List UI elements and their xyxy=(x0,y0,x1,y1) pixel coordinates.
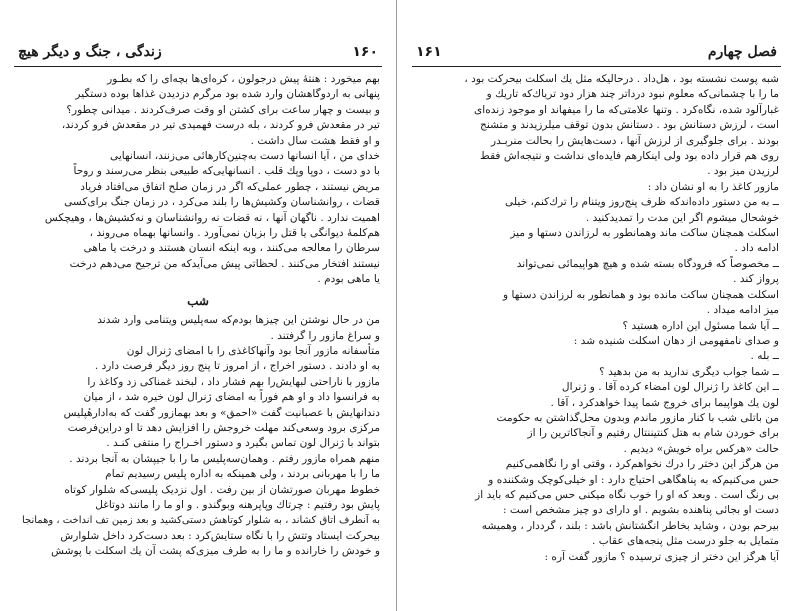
text-line: ــ مخصوصاً که فرودگاه بسته شده و هیچ هواپیمائی نمی‌تواند xyxy=(516,257,779,270)
text-line: و سراغ مازور را گرفتند . xyxy=(270,329,380,342)
text-line: من در حال نوشتن این چیزها بودم‌که سه‌پلیس ویتنامی وارد شدند xyxy=(97,314,380,327)
text-line: ما را با چشمانی‌که معلوم نبود درداتر چند هزار دود تریاك‌که تاریك و xyxy=(486,88,779,101)
text-line: بیحرکت ایستاد وتتش را با نگاه ستایش‌کرد : بعد دست‌کرد داخل شلوارش xyxy=(60,529,380,542)
text-line: قضات ، روانشناسان وکشیش‌ها را بلند می‌کرد ، در زمان جنگ برای‌کسی xyxy=(64,196,380,209)
text-line: مریض نیستند ، چطور عملی‌که اگر در زمان صلح اتفاق می‌افتاد فریاد xyxy=(80,180,380,193)
text-line: خطوط مهربان صورتشان از بین رفت . اول نزدیک پلیسی‌که شلوار کوتاه xyxy=(64,483,380,496)
text-line: و صدای نامفهومی از دهان اسکلت شنیده شد : xyxy=(573,334,779,347)
text-line: منهم همراه مازور رفتم . وهمان‌سه‌پلیس ما را با جیپشان به آنجا بردند . xyxy=(69,452,380,465)
text-line: ادامه داد . xyxy=(734,242,779,255)
text-line: به آنطرف اتاق کشاند ، به شلوار کوتاهش دستی‌کشید و بعد زمین تف انداخت ، وهمانجا xyxy=(21,515,380,527)
text-line: ــ بله . xyxy=(750,350,779,363)
text-line: لرزیدن میز بود . xyxy=(707,165,779,178)
text-line: دست او بجائی پناهنده بشویم . او دارای دو چیز مشخص است : xyxy=(503,504,779,517)
text-line: و او فقط هشت سال داشت . xyxy=(250,134,380,147)
text-line: خدای من ، آیا انسانها دست به‌چنین‌کارهائی می‌زنند، انسانهایی xyxy=(110,150,380,163)
text-line: ــ این کاغذ را ژنرال لون امضاء کرده آقا . و ژنرال xyxy=(561,381,779,394)
text-line: ما را با مهربانی بردند ، ولی همینکه به اداره پلیس رسیدیم تمام xyxy=(105,468,380,481)
text-line: آیا هرگز این دختر از چیزی ترسیده ؟ مازور گفت آره : xyxy=(544,550,779,563)
text-line: متأسفانه مازور آنجا بود وآنهاکاغذی را با امضای ژنرال لون xyxy=(126,344,380,357)
text-line: پنهانی به اردوگاهشان وارد شده بود مرگرم دزدیدن غذاها بوده دستگیر xyxy=(75,88,380,101)
text-line: پرواز کند . xyxy=(733,273,779,286)
text-line: ــ به من دستور داده‌اندکه ظرف پنج‌روز ویتنام را ترك‌کنم، خیلی xyxy=(505,196,779,209)
text-line: مازور کاغذ را به او نشان داد : xyxy=(647,180,779,193)
text-line: من با‌تلی شب با کنار مازور ماندم وبدون محل‌گذاشتن به حکومت xyxy=(496,411,779,424)
text-line: بهم میخورد : هنتهٔ پیش درجولون ، کره‌ای‌ها بچه‌ای را که بطـور xyxy=(107,73,380,85)
page-number: ۱۶۱ xyxy=(416,44,442,60)
text-line: یا ماهی بودم . xyxy=(317,273,380,286)
text-line: به او دادند . دستور اخراج ، از امروز تا پنج روز دیگر فرصت دارد . xyxy=(94,360,380,373)
text-line: من هرگز این دختر را درك نخواهم‌کرد ، وقتی او را نگاهمی‌کنیم xyxy=(505,458,779,471)
text-line: است ، لرزش دستانش بود . دستانش بدون توقف میلرزیدند و متشنج xyxy=(480,119,779,132)
text-line: هم‌کلمهٔ دیوانگی یا قتل را بزبان نمی‌آورد . وانسانها بهماه می‌روند ، xyxy=(89,227,380,240)
running-title: زندگی ، جنگ و دیگر هیچ xyxy=(18,44,162,60)
text-line: مرکزی برود وسعی‌کند مهلت خروجش را افزایش دهد تا او دراین‌فرصت xyxy=(67,421,380,434)
text-line: حالت «هرکس براه خویش» دیدیم . xyxy=(623,442,779,455)
text-line: پایش بود رفتیم : چرتاك وپاپرهنه وبوگندو . و او ما را مانند دوتاغل xyxy=(95,498,380,511)
left-page-body xyxy=(16,72,380,607)
left-page-header xyxy=(14,40,382,67)
text-line: بی رنگ است . وبعد که او را خوب نگاه میکنی حس می‌کنیم که باید از xyxy=(475,488,779,501)
text-block-before xyxy=(16,72,380,288)
text-line: روی هم قرار داده بود ولی اینکارهم فایده‌ای نداشت و نتیجه‌اش فقط xyxy=(480,150,779,163)
text-line: اسکلت همچنان ساکت مانده بود و همانطور به لرزاندن دستها و xyxy=(502,288,779,301)
text-line: اسکلت همچنان ساکت ماند وهمانطور به لرزاندن دستها و میز xyxy=(510,227,779,240)
text-line: به فرانسوا داد و او هم فوراً به امضای ژنرال لون خیره شد ، از میان xyxy=(83,391,380,404)
text-line: نیستند افتخار می‌کنند . لحظاتی پیش می‌آیدکه من ترجیح می‌دهم درخت xyxy=(69,257,380,270)
text-block xyxy=(414,72,779,565)
text-line: لون یك هواپیما برای خروج شما پیدا خواهدکرد ، آقا . xyxy=(550,396,779,409)
text-line: بیرحم بودن ، وشاید بخاطر انگشتانش باشد : بلند ، گرد‌دار ، وهمیشه xyxy=(481,519,779,532)
left-page xyxy=(0,0,397,611)
section-heading: شب xyxy=(187,293,209,308)
text-line: شبه پوست نشسته بود ، هل‌داد . درحالیکه مثل یك اسکلت بیحرکت بود ، xyxy=(464,73,779,85)
text-line: متمایل به جلو درست مثل پنجه‌های عقاب . xyxy=(592,535,779,548)
text-line: غبارآلود شده، نگاه‌کرد . وتنها علامتی‌که ما را میفهاند او موجود زنده‌ای xyxy=(473,103,779,116)
right-page-body xyxy=(414,72,779,607)
text-line: بودند . برای جلوگیری از لرزش آنها ، دست‌هایش را بحالت منربـدر xyxy=(490,134,779,147)
right-page xyxy=(398,0,795,611)
text-line: سرطان را معالجه می‌کنند ، وبه اینکه انسان هستند و درخت یا ماهی xyxy=(83,242,380,255)
text-line: تیر در مقعدش فرو کردند ، بله درست فهمیدی تیر در مقعدش فرو کردند، xyxy=(61,119,380,132)
text-line: و بیست و چهار ساعت برای کشتن او وقت صرف‌کردند . میدانی چطور؟ xyxy=(66,103,380,116)
running-title: فصل چهارم xyxy=(707,44,777,60)
page-number: ۱۶۰ xyxy=(352,44,378,60)
text-line: و خودش را خارانده و ما را به طرف میزی‌که پشت آن یك اسکلت با پوشش xyxy=(51,545,380,558)
text-line: برای خوردن شام به هتل کنتیننتال رفتیم و آنجاکاترین را از xyxy=(527,427,779,440)
text-line: حس می‌کنیم‌که به پناهگاهی احتیاج دارد : او خیلی‌کوچک وشکننده و xyxy=(488,473,779,486)
text-line: ــ آیا شما مسئول این اداره هستید ؟ xyxy=(622,319,779,332)
text-line: بتواند با ژنرال لون تماس بگیرد و دستور اخـراج را منتفی کنـد . xyxy=(106,437,380,450)
text-line: اهمیت ندارد . ناگهان آنها ، نه قضات نه روانشناسان و نه‌کشیش‌ها ، وهیچکس xyxy=(44,211,380,224)
right-page-header xyxy=(412,40,781,67)
text-line: خوشحال میشوم اگر این مدت را تمدید‌کنید . xyxy=(585,211,779,224)
text-line: ــ شما جواب دیگری ندارید به من بدهید ؟ xyxy=(599,365,779,378)
text-line: دندانهایش با عصبانیت گفت «احمق» و بعد بهمازور گفت که به‌ادارهٔپلیس xyxy=(63,406,380,419)
text-line: با دو دست ، دوپا وپك قلب . انسانهایی‌که طبیعی بنظر می‌رسند و روحاً xyxy=(73,165,380,178)
text-line: مازور با ناراحتی لبهایش‌را بهم فشار داد ، لبخند غمناکی زد وکاغذ را xyxy=(87,375,380,388)
text-block-after xyxy=(16,313,380,560)
text-line: میز ادامه میداد . xyxy=(706,304,779,317)
